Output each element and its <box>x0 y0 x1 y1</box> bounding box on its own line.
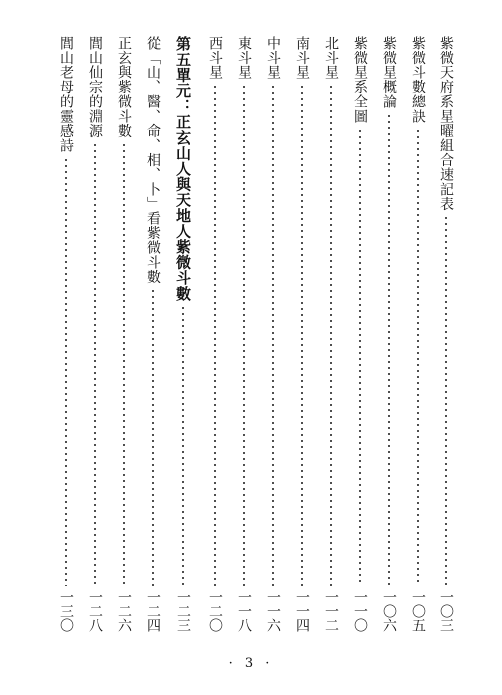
toc-entry[interactable] <box>56 36 76 632</box>
dot-leader <box>417 128 419 586</box>
toc-entry[interactable] <box>408 36 428 632</box>
dot-leader <box>214 84 216 586</box>
toc-entry-title: 東斗星 <box>236 36 252 80</box>
toc-entry-page: 一〇五 <box>410 590 426 632</box>
toc-entry-title: 紫微天府系星曜組合速記表 <box>438 36 454 212</box>
dot-leader <box>301 84 303 586</box>
toc-entry[interactable] <box>85 36 105 632</box>
dot-leader <box>445 215 447 586</box>
toc-entry-title: 南斗星 <box>294 36 310 80</box>
toc-entry-title: 正玄與紫微斗數 <box>116 36 132 139</box>
toc-entry-title: 紫微星系全圖 <box>352 36 368 124</box>
toc-entry-title: 中斗星 <box>265 36 281 80</box>
dot-leader <box>330 84 332 586</box>
toc-entry-page: 一〇六 <box>381 590 397 632</box>
dot-leader <box>182 305 184 586</box>
toc-entry[interactable] <box>321 36 341 632</box>
toc-entry[interactable] <box>379 36 399 632</box>
toc-entry-page: 一二〇 <box>207 590 223 632</box>
toc-entry-page: 一二四 <box>145 590 161 632</box>
toc-entry-title: 從「山、醫、命、相、卜」看紫微斗數 <box>145 36 161 285</box>
toc-entry-title: 閭山仙宗的淵源 <box>87 36 103 139</box>
toc-entry[interactable] <box>436 36 456 632</box>
toc-entry[interactable] <box>143 36 163 632</box>
toc-entry-page: 一一二 <box>323 590 339 632</box>
dot-leader <box>94 142 96 586</box>
toc-section-heading[interactable] <box>172 36 194 632</box>
page-number: · 3 · <box>228 656 274 671</box>
toc-entry-page: 一三〇 <box>58 590 74 632</box>
dot-leader <box>123 142 125 586</box>
section-heading-title: 第五單元：正玄山人與天地人紫微斗數 <box>174 36 192 302</box>
dot-leader <box>359 128 361 586</box>
toc-entry[interactable] <box>234 36 254 632</box>
toc-entry-page: 一一八 <box>236 590 252 632</box>
toc-entry-title: 紫微星概論 <box>381 36 397 109</box>
toc-entry-page: 一〇三 <box>438 590 454 632</box>
toc-entry-page: 一一四 <box>294 590 310 632</box>
toc-entry-title: 北斗星 <box>323 36 339 80</box>
toc-entry-title: 閭山老母的靈感詩 <box>58 36 74 153</box>
toc-entry-page: 一二三 <box>175 590 191 632</box>
dot-leader <box>65 157 67 586</box>
toc-entry[interactable] <box>263 36 283 632</box>
toc-entry-page: 一一六 <box>265 590 281 632</box>
toc-entry[interactable] <box>292 36 312 632</box>
dot-leader <box>272 84 274 586</box>
dot-leader <box>243 84 245 586</box>
toc-entry[interactable] <box>114 36 134 632</box>
dot-leader <box>152 288 154 586</box>
toc-entry-title: 紫微斗數總訣 <box>410 36 426 124</box>
toc-entry-page: 一二六 <box>116 590 132 632</box>
toc-entry-page: 一二八 <box>87 590 103 632</box>
toc-entry-page: 一一〇 <box>352 590 368 632</box>
toc-entry-title: 西斗星 <box>207 36 223 80</box>
toc-entry[interactable] <box>350 36 370 632</box>
toc-entry[interactable] <box>205 36 225 632</box>
dot-leader <box>388 113 390 586</box>
